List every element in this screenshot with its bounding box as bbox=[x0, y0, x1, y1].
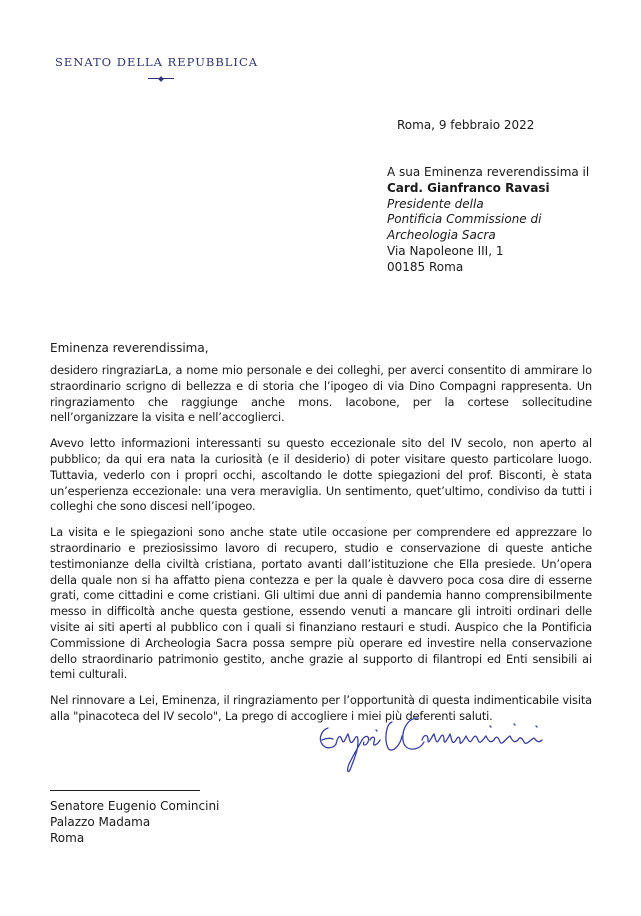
body-paragraph: Nel rinnovare a Lei, Eminenza, il ringraziamento per l’opportunità di questa indimenticabile visita alla "pinacoteca del IV secolo", La prego di accogliere i miei più deferenti saluti. bbox=[50, 693, 592, 723]
recipient-name: Card. Gianfranco Ravasi bbox=[387, 180, 550, 195]
letterhead: SENATO DELLA REPUBBLICA bbox=[55, 55, 259, 69]
signature-line bbox=[50, 790, 200, 791]
handwritten-signature bbox=[300, 700, 580, 780]
signer-name: Senatore Eugenio Comincini bbox=[50, 799, 220, 813]
body-paragraph: desidero ringraziarLa, a nome mio personale e dei colleghi, per averci consentito di ammirare lo straordinario scrigno di bellezza e di storia che l’ipogeo di via Dino Compagni rappresenta. Un ringraziamento che raggiunge anche mons. Iacobone, per la cortese sollecitudine nell’organizzare la visita e nell’accoglierci. bbox=[50, 363, 592, 425]
signer-place: Palazzo Madama bbox=[50, 814, 151, 829]
salutation: Eminenza reverendissima, bbox=[50, 341, 209, 355]
recipient-city: 00185 Roma bbox=[387, 259, 464, 274]
signer-block bbox=[50, 799, 219, 846]
recipient-role: Archeologia Sacra bbox=[387, 228, 496, 243]
body-paragraph: La visita e le spiegazioni sono anche state utile occasione per comprendere ed apprezzare lo straordinario e preziosissimo lavoro di recupero, studio e conservazione di queste antiche testimonianze della civiltà cristiana, portato avanti dall’istituzione che Ella presiede. Un’opera della quale non si ha affatto piena contezza e per la quale è davvero poca cosa dire di esserne grati, come cittadini e come cristiani. Gli ultimi due anni di pandemia hanno comprensibilmente messo in difficoltà anche questa gestione, essendo venuti a mancare gli introiti ordinari delle visite ai siti aperti al pubblico con i quali si finanziano restauri e studi. Auspico che la Pontificia Commissione di Archeologia Sacra possa sempre più operare ed investire nella conservazione dello straordinario patrimonio gestito, anche grazie al supporto di filantropi ed Enti sensibili ai temi culturali. bbox=[50, 525, 592, 682]
letterhead-ornament bbox=[148, 78, 174, 79]
recipient-line: A sua Eminenza reverendissima il bbox=[387, 165, 590, 179]
letter-date: Roma, 9 febbraio 2022 bbox=[397, 118, 535, 132]
recipient-street: Via Napoleone III, 1 bbox=[387, 243, 504, 258]
signer-city: Roma bbox=[50, 830, 85, 845]
recipient-role: Pontificia Commissione di bbox=[387, 212, 542, 227]
letter-body bbox=[50, 363, 592, 735]
body-paragraph: Avevo letto informazioni interessanti su questo eccezionale sito del IV secolo, non aperto al pubblico; da qui era nata la curiosità (e il desiderio) di poter visitare questo particolare luogo. Tuttavia, vederlo con i propri occhi, ascoltando le dotte spiegazioni del prof. Bisconti, è stata un’esperienza eccezionale: una vera meraviglia. Un sentimento, quet’ultimo, condiviso da tutti i colleghi che sono discesi nell’ipogeo. bbox=[50, 436, 592, 514]
recipient-role: Presidente della bbox=[387, 196, 484, 211]
recipient-address bbox=[387, 165, 627, 276]
